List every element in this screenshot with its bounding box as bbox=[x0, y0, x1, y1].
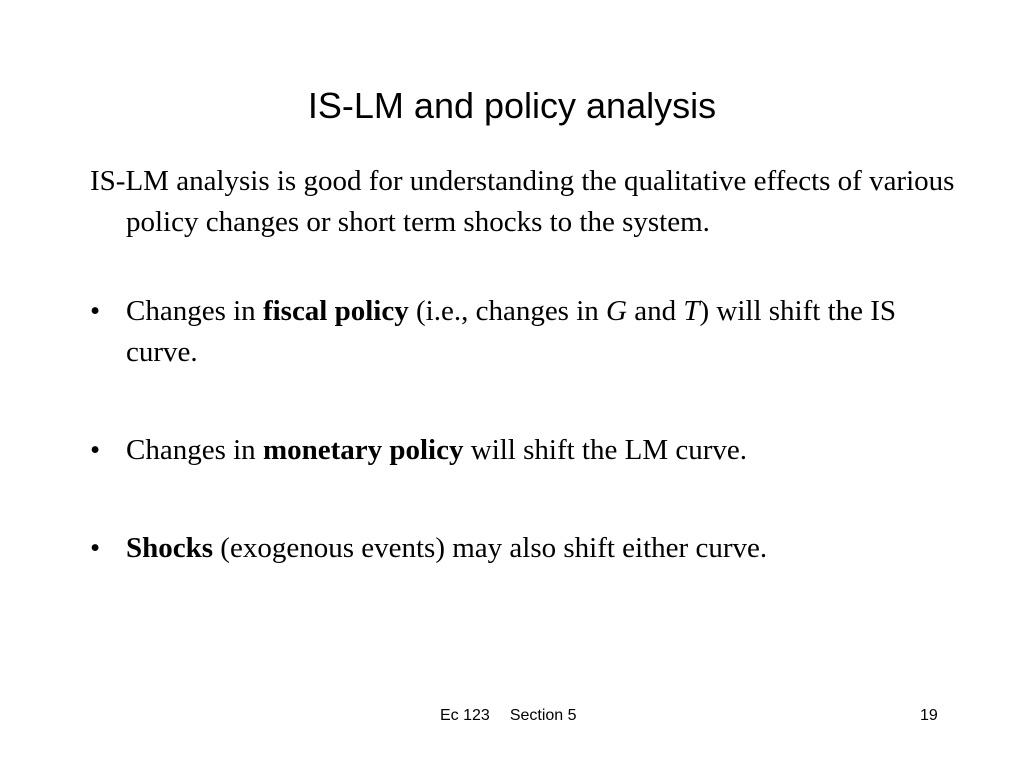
bullet-text: will shift the LM curve. bbox=[463, 434, 748, 466]
bullet-text: (i.e., changes in bbox=[408, 295, 607, 327]
variable-t: T bbox=[683, 295, 700, 327]
bullet-monetary-policy bbox=[90, 430, 956, 471]
variable-g: G bbox=[606, 295, 627, 327]
bullet-bold-term: Shocks bbox=[126, 532, 214, 564]
intro-paragraph: IS-LM analysis is good for understanding the qualitative effects of various policy changes or short term shocks to the system. bbox=[90, 165, 955, 238]
footer-course-section bbox=[440, 706, 577, 726]
bullet-fiscal-policy bbox=[90, 291, 956, 373]
bullet-text: (exogenous events) may also shift either curve. bbox=[213, 532, 768, 564]
bullet-text: Changes in bbox=[126, 434, 263, 466]
bullet-marker: • bbox=[90, 295, 101, 327]
bullet-shocks bbox=[90, 528, 956, 569]
footer-course: Ec 123 bbox=[440, 707, 490, 724]
bullet-text: ) will shift the IS curve. bbox=[126, 295, 897, 368]
bullet-text: and bbox=[626, 295, 684, 327]
bullet-text: Changes in bbox=[126, 295, 263, 327]
bullet-bold-term: monetary policy bbox=[262, 434, 464, 466]
bullet-marker: • bbox=[90, 532, 101, 564]
slide-number: 19 bbox=[920, 707, 938, 724]
bullet-bold-term: fiscal policy bbox=[262, 295, 409, 327]
slide-title: IS-LM and policy analysis bbox=[307, 85, 717, 126]
bullet-marker: • bbox=[90, 434, 101, 466]
footer-section: Section 5 bbox=[509, 707, 577, 724]
